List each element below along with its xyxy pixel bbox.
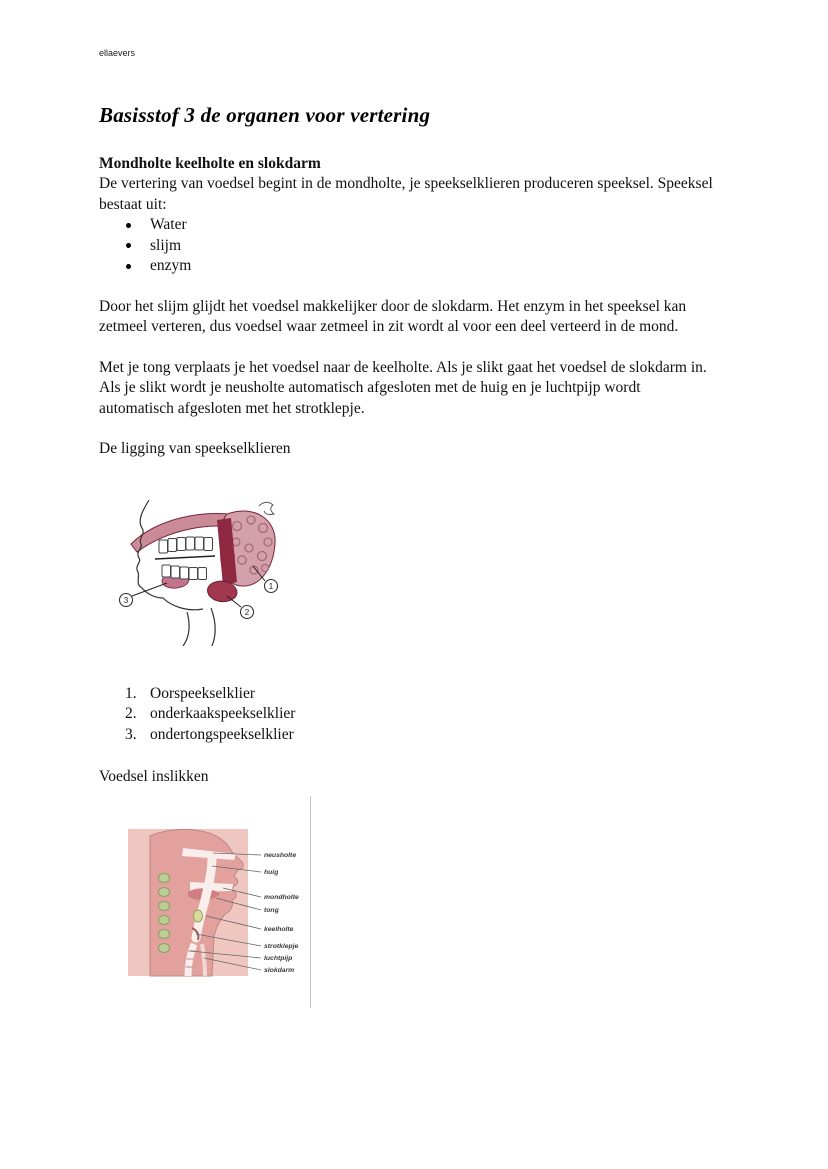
paragraph-intro: De vertering van voedsel begint in de mondholte, je speekselklieren produceren speeksel. Speeksel bestaat uit: xyxy=(99,175,713,213)
ear-squiggle-line xyxy=(259,502,274,514)
list-item xyxy=(125,725,729,746)
mouth-gap-line xyxy=(155,556,215,559)
author-name: ellaevers xyxy=(99,48,136,58)
figure2-label-mondholte: mondholte xyxy=(264,893,299,901)
bullet-icon xyxy=(126,223,131,228)
speekselklieren-numbered-list xyxy=(99,684,729,746)
figure2-label-tong: tong xyxy=(264,906,279,914)
upper-teeth xyxy=(159,537,213,553)
bullet-icon xyxy=(126,264,131,269)
list-number: 3. xyxy=(125,725,137,743)
list-item xyxy=(125,704,729,725)
list-number: 2. xyxy=(125,705,137,722)
bullet-item-label: enzym xyxy=(150,257,192,274)
marker-2-number: 2 xyxy=(244,607,250,617)
list-item-label: ondertongspeekselklier xyxy=(150,725,294,743)
list-item-label: onderkaakspeekselklier xyxy=(150,705,296,722)
figure2-label-slokdarm: slokdarm xyxy=(264,966,295,974)
swallowing-illustration xyxy=(128,796,313,1008)
neck-line-back xyxy=(211,608,215,646)
list-item-label: Oorspeekselklier xyxy=(150,684,256,702)
bullet-item-label: slijm xyxy=(150,236,182,254)
list-item xyxy=(126,215,729,236)
section-heading: Mondholte keelholte en slokdarm xyxy=(99,155,321,172)
marker-1-number: 1 xyxy=(268,581,274,591)
figure2-label-strotklepje: strotklepje xyxy=(264,942,299,950)
bullet-item-label: Water xyxy=(150,216,187,233)
page-title: Basisstof 3 de organen voor vertering xyxy=(99,103,431,127)
submandibular-gland-shape xyxy=(208,581,237,601)
figure2-caption: Voedsel inslikken xyxy=(99,768,209,785)
salivary-glands-illustration xyxy=(115,496,290,646)
food-bolus-shape xyxy=(194,910,203,922)
figure2-label-neusholte: neusholte xyxy=(264,851,297,859)
paragraph-tong: Met je tong verplaats je het voedsel naar de keelholte. Als je slikt gaat het voedsel de slokdarm in. Als je slikt wordt je neusholte automatisch afgesloten met de huig en je luchtpijp wordt automatisch afgesloten met het strotklepje. xyxy=(99,358,707,417)
list-item xyxy=(125,684,729,705)
bullet-icon xyxy=(126,243,131,248)
speeksel-bullet-list xyxy=(99,215,729,277)
list-item xyxy=(126,236,729,257)
figure2-label-huig: huig xyxy=(264,868,279,876)
paragraph-slijm: Door het slijm glijdt het voedsel makkelijker door de slokdarm. Het enzym in het speeksel kan zetmeel verteren, dus voedsel waar zetmeel in zit wordt al voor een deel verteerd in de mond. xyxy=(99,297,687,335)
figure1-marker-2 xyxy=(227,596,254,619)
figure2-label-keelholte: keelholte xyxy=(264,925,294,933)
figure-swallowing xyxy=(128,796,313,1008)
list-number: 1. xyxy=(125,684,137,702)
marker-3-number: 3 xyxy=(123,595,129,605)
figure2-label-luchtpijp: luchtpijp xyxy=(264,954,293,962)
figure-salivary-glands xyxy=(115,496,290,646)
list-item xyxy=(126,256,729,277)
figure1-caption: De ligging van speekselklieren xyxy=(99,440,291,457)
figure1-marker-3 xyxy=(120,583,168,607)
neck-line-front xyxy=(183,612,189,646)
lower-teeth xyxy=(162,565,207,580)
